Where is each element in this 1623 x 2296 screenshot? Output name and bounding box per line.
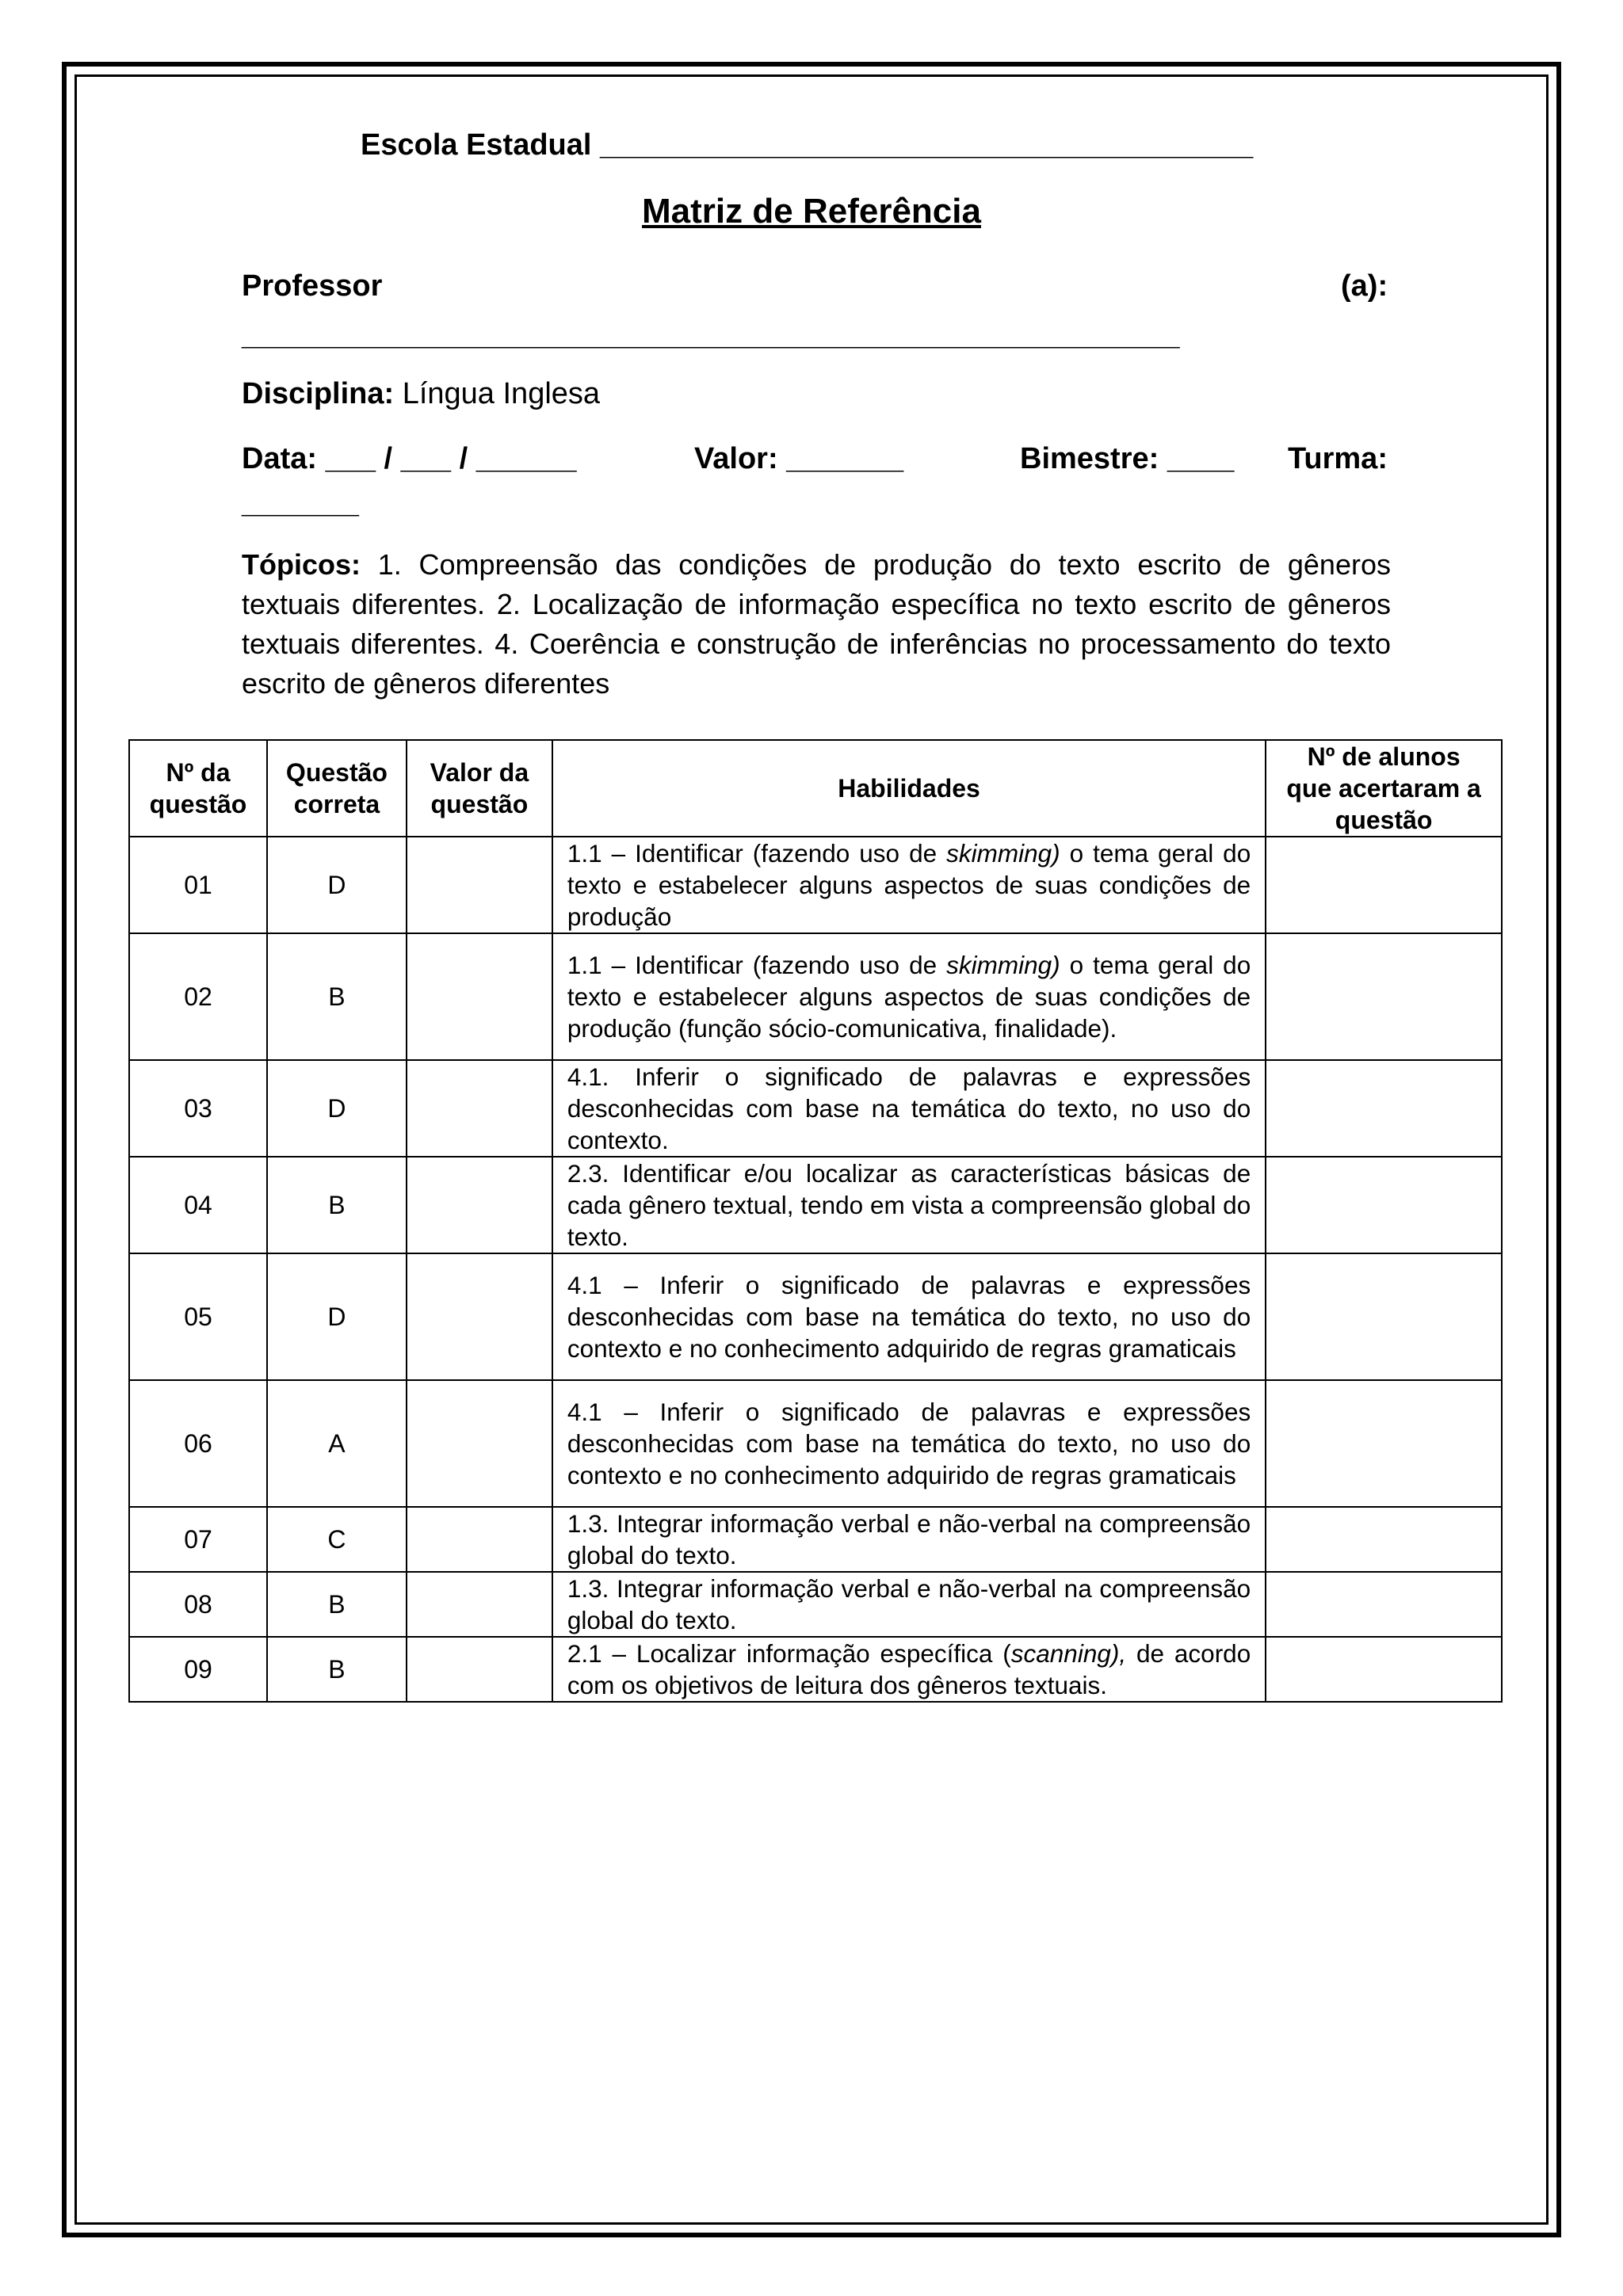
correct-answer-cell: B <box>267 1637 407 1702</box>
table-row <box>129 1572 1502 1637</box>
skill-text: 1.1 – Identificar (fazendo uso de <box>567 839 947 868</box>
skill-cell <box>552 1380 1266 1507</box>
skill-cell <box>552 1157 1266 1253</box>
professor-label: Professor <box>242 269 383 303</box>
col-question-number: Nº da questão <box>129 740 267 837</box>
correct-answer-cell: B <box>267 1157 407 1253</box>
col-skills: Habilidades <box>552 740 1266 837</box>
table-row <box>129 1253 1502 1380</box>
skill-text-continued: o tema geral do texto e estabelecer alguns aspectos de suas condições de produção <box>567 839 1251 931</box>
skill-technique: skimming) <box>946 951 1060 979</box>
question-number-cell: 01 <box>129 837 267 933</box>
students-correct-cell <box>1266 1380 1502 1507</box>
school-label: Escola Estadual <box>361 128 592 162</box>
skill-text: 4.1 – Inferir o significado de palavras e expressões desconhecidas com base na temática do texto, no uso do contexto e no conhecimento adquirido de regras gramaticais <box>567 1271 1251 1363</box>
skill-text: 4.1 – Inferir o significado de palavras e expressões desconhecidas com base na temática do texto, no uso do contexto e no conhecimento adquirido de regras gramaticais <box>567 1398 1251 1489</box>
students-correct-cell <box>1266 1637 1502 1702</box>
students-correct-cell <box>1266 1060 1502 1157</box>
question-value-cell <box>407 1637 552 1702</box>
skill-cell <box>552 1253 1266 1380</box>
skill-text: 2.3. Identificar e/ou localizar as características básicas de cada gênero textual, tendo em vista a compreensão global do texto. <box>567 1159 1251 1251</box>
school-blank: _______________________________________ <box>600 128 1254 162</box>
skill-cell <box>552 1507 1266 1572</box>
skill-text: 2.1 – Localizar informação específica ( <box>567 1639 1011 1668</box>
term-label: Bimestre: <box>1020 442 1159 475</box>
school-line <box>361 127 1253 163</box>
topics-text: 1. Compreensão das condições de produção do texto escrito de gêneros textuais diferentes. 2. Localização de informação específica no texto escrito de gêneros textuais diferentes. 4. Coerência e construção de inferências no processamento do texto escrito de gêneros diferentes <box>242 548 1391 700</box>
correct-answer-cell: C <box>267 1507 407 1572</box>
question-number-cell: 02 <box>129 933 267 1060</box>
question-number-cell: 06 <box>129 1380 267 1507</box>
table-row <box>129 1060 1502 1157</box>
discipline-label: Disciplina: <box>242 377 395 410</box>
professor-suffix: (a): <box>1341 269 1388 303</box>
professor-blank: ________________________________________________________ <box>242 318 1180 352</box>
students-correct-cell <box>1266 1157 1502 1253</box>
topics-paragraph <box>242 545 1391 704</box>
correct-answer-cell: D <box>267 837 407 933</box>
value-field <box>694 441 903 477</box>
students-correct-cell <box>1266 1572 1502 1637</box>
question-number-cell: 04 <box>129 1157 267 1253</box>
skill-cell <box>552 933 1266 1060</box>
skill-text: 1.3. Integrar informação verbal e não-verbal na compreensão global do texto. <box>567 1574 1251 1634</box>
col-question-value: Valor da questão <box>407 740 552 837</box>
table-row <box>129 933 1502 1060</box>
students-correct-cell <box>1266 1507 1502 1572</box>
class-blank: _______ <box>242 486 359 520</box>
skill-text-continued: de acordo com os objetivos de leitura dos gêneros textuais. <box>567 1639 1251 1699</box>
page-title: Matriz de Referência <box>642 192 981 231</box>
skill-text: 1.1 – Identificar (fazendo uso de <box>567 951 947 979</box>
date-blank: ___ / ___ / ______ <box>325 442 577 475</box>
term-field <box>1020 441 1234 477</box>
col-correct-answer: Questão correta <box>267 740 407 837</box>
question-value-cell <box>407 1253 552 1380</box>
question-number-cell: 07 <box>129 1507 267 1572</box>
skill-cell <box>552 1060 1266 1157</box>
students-correct-cell <box>1266 1253 1502 1380</box>
correct-answer-cell: B <box>267 1572 407 1637</box>
students-correct-cell <box>1266 933 1502 1060</box>
table-row <box>129 1507 1502 1572</box>
skill-text: 4.1. Inferir o significado de palavras e expressões desconhecidas com base na temática do texto, no uso do contexto. <box>567 1062 1251 1154</box>
skill-cell <box>552 1637 1266 1702</box>
date-field <box>242 441 577 477</box>
class-label: Turma: <box>1288 442 1388 475</box>
skill-text: 1.3. Integrar informação verbal e não-verbal na compreensão global do texto. <box>567 1509 1251 1569</box>
question-number-cell: 09 <box>129 1637 267 1702</box>
skill-cell <box>552 1572 1266 1637</box>
table-header-row <box>129 740 1502 837</box>
correct-answer-cell: D <box>267 1060 407 1157</box>
discipline-value: Língua Inglesa <box>402 377 601 410</box>
skill-cell <box>552 837 1266 933</box>
question-value-cell <box>407 1157 552 1253</box>
table-row <box>129 1637 1502 1702</box>
correct-answer-cell: D <box>267 1253 407 1380</box>
skill-text-continued: o tema geral do texto e estabelecer alguns aspectos de suas condições de produção (função sócio-comunicativa, finalidade). <box>567 951 1251 1043</box>
students-correct-cell <box>1266 837 1502 933</box>
question-number-cell: 05 <box>129 1253 267 1380</box>
table-row <box>129 1157 1502 1253</box>
question-value-cell <box>407 1060 552 1157</box>
reference-matrix-table <box>128 739 1503 1703</box>
question-value-cell <box>407 1572 552 1637</box>
value-blank: _______ <box>786 442 904 475</box>
discipline-line <box>242 376 600 412</box>
question-number-cell: 08 <box>129 1572 267 1637</box>
question-value-cell <box>407 837 552 933</box>
table-row <box>129 1380 1502 1507</box>
question-value-cell <box>407 933 552 1060</box>
date-label: Data: <box>242 442 318 475</box>
col-students-correct: Nº de alunos que acertaram a questão <box>1266 740 1502 837</box>
term-blank: ____ <box>1167 442 1235 475</box>
topics-label: Tópicos: <box>242 548 361 581</box>
correct-answer-cell: A <box>267 1380 407 1507</box>
skill-technique: scanning), <box>1010 1639 1127 1668</box>
question-number-cell: 03 <box>129 1060 267 1157</box>
question-value-cell <box>407 1507 552 1572</box>
correct-answer-cell: B <box>267 933 407 1060</box>
skill-technique: skimming) <box>946 839 1060 868</box>
question-value-cell <box>407 1380 552 1507</box>
table-row <box>129 837 1502 933</box>
value-label: Valor: <box>694 442 778 475</box>
